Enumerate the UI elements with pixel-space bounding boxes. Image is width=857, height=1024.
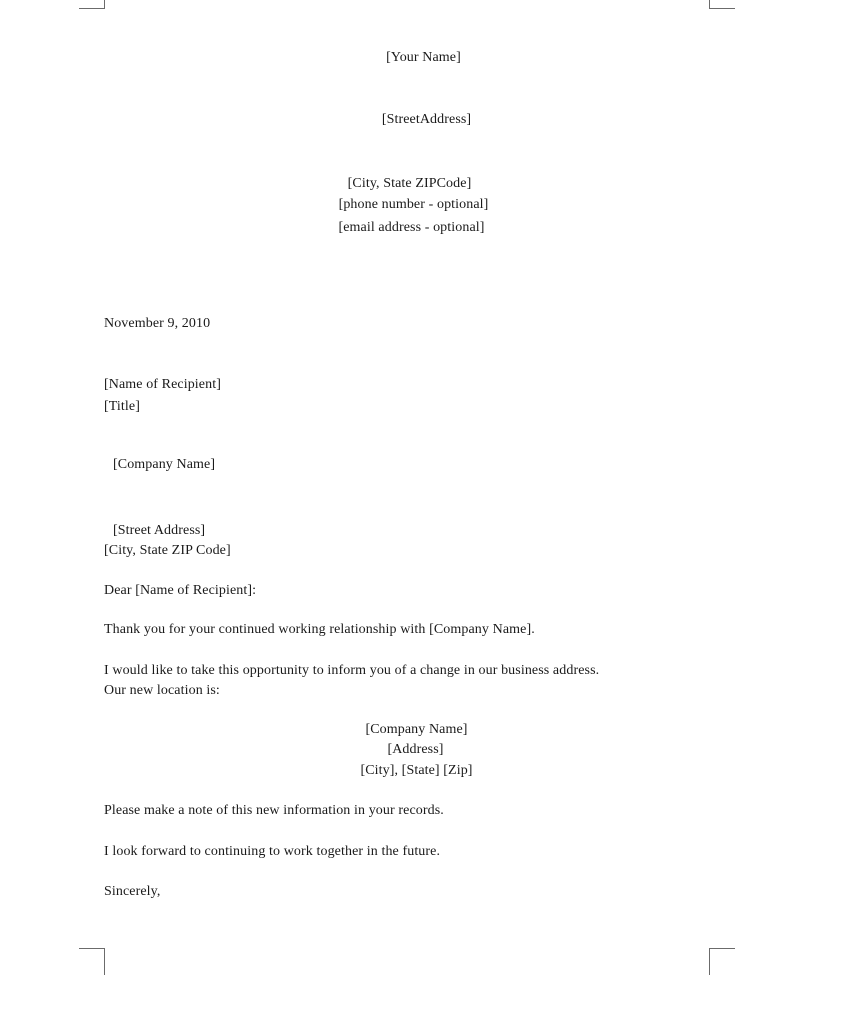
new-company-name: [Company Name] (365, 722, 468, 737)
body-paragraph-4: I look forward to continuing to work together in the future. (104, 844, 441, 859)
recipient-city-state-zip: [City, State ZIP Code] (104, 543, 231, 558)
body-paragraph-3: Please make a note of this new information in your records. (104, 803, 444, 818)
salutation: Dear [Name of Recipient]: (104, 583, 257, 598)
body-paragraph-2-line-1: I would like to take this opportunity to inform you of a change in our business address. (104, 663, 600, 678)
new-city-state-zip: [City], [State] [Zip] (360, 763, 473, 778)
crop-mark-top-left (79, 0, 105, 9)
crop-mark-bottom-left (79, 948, 105, 975)
sender-name: [Your Name] (386, 50, 461, 65)
recipient-title: [Title] (104, 399, 140, 414)
recipient-company: [Company Name] (113, 457, 216, 472)
sender-city-state-zip: [City, State ZIPCode] (347, 176, 472, 191)
new-address: [Address] (387, 742, 444, 757)
sender-street: [StreetAddress] (381, 112, 472, 127)
crop-mark-bottom-right (709, 948, 735, 975)
body-paragraph-2-line-2: Our new location is: (104, 683, 220, 698)
letter-date: November 9, 2010 (104, 316, 211, 331)
sender-email: [email address - optional] (338, 220, 485, 235)
crop-mark-top-right (709, 0, 735, 9)
closing: Sincerely, (104, 884, 161, 899)
recipient-street: [Street Address] (113, 523, 206, 538)
body-paragraph-1: Thank you for your continued working relationship with [Company Name]. (104, 622, 535, 637)
recipient-name: [Name of Recipient] (104, 377, 221, 392)
sender-phone: [phone number - optional] (338, 197, 489, 212)
